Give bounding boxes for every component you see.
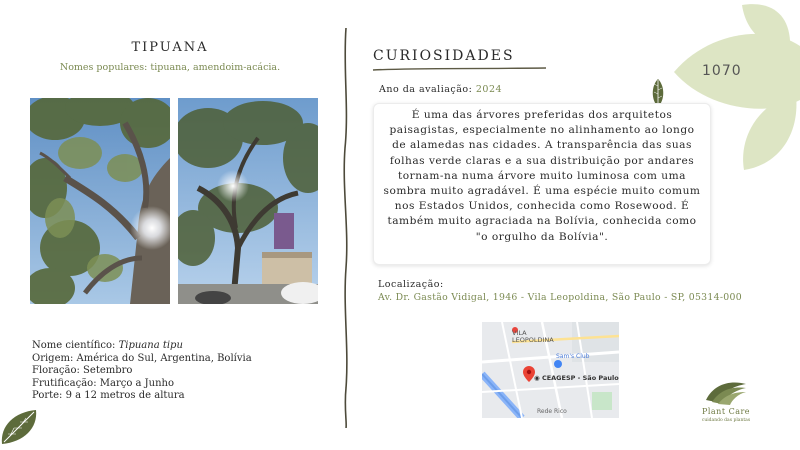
brand-name: Plant Care (701, 407, 751, 416)
plant-care-logo-icon (704, 378, 748, 406)
curiosities-title: CURIOSIDADES (373, 48, 515, 64)
title-underline (372, 66, 548, 72)
popular-names (30, 62, 310, 73)
evaluation-year-label: Ano da avaliação: (379, 84, 473, 95)
origin-label: Origem: (32, 352, 74, 364)
flowering-row (32, 365, 252, 378)
leaf-icon-bottom-left (0, 408, 40, 446)
tree-photo-trunk (30, 98, 170, 304)
evaluation-year-value: 2024 (475, 84, 503, 95)
size-row (32, 390, 252, 403)
map-place-icon: ◉ (534, 374, 540, 382)
flowering-value: Setembro (83, 365, 133, 376)
curiosities-text: É uma das árvores preferidas dos arquitetos paisagistas, especialmente no alinhamento ao longo de alamedas nas cidades. A transparência das suas folhas verde claras e a sua distribuição por andares tornam-na numa árvore muito luminosa com uma sombra muito agradável. É uma espécie muito comum nos Estados Unidos, conhecida como Rosewood. É também muito agraciada na Bolívia, conhecida como "o orgulho da Bolívia". (383, 109, 701, 243)
location-address: Av. Dr. Gastão Vidigal, 1946 - Vila Leopoldina, São Paulo - SP, 05314-000 (378, 292, 742, 303)
tree-number: 1070 (702, 63, 742, 79)
size-value: 9 a 12 metros de altura (65, 390, 185, 401)
evaluation-year (379, 84, 502, 95)
tree-title: TIPUANA (131, 40, 209, 55)
fruiting-row (32, 378, 252, 391)
flowering-label: Floração: (32, 365, 80, 376)
tree-photo-canopy (178, 98, 318, 304)
popular-names-label: Nomes populares: (59, 62, 148, 73)
map-store-label: Sam's Club (556, 353, 590, 360)
curiosities-box (373, 103, 711, 265)
map-area-label: VILA LEOPOLDINA (512, 329, 554, 344)
map-place-label: ◉ CEAGESP - São Paulo (534, 374, 619, 382)
scientific-name-row (32, 340, 252, 353)
popular-names-value: tipuana, amendoim-acácia. (150, 62, 281, 73)
fruiting-label: Frutificação: (32, 377, 97, 389)
size-label: Porte: (32, 390, 63, 401)
fruiting-value: Março a Junho (99, 377, 175, 389)
brand-tagline: cuidando das plantas (701, 418, 751, 423)
location-map[interactable] (482, 322, 619, 418)
origin-value: América do Sul, Argentina, Bolívia (76, 352, 252, 364)
scientific-name-label: Nome científico: (32, 340, 116, 351)
scientific-name-value: Tipuana tipu (118, 340, 183, 351)
tree-facts (32, 340, 252, 403)
origin-row (32, 353, 252, 366)
map-bottom-label: Rede Rico (537, 408, 567, 415)
location-label: Localização: (378, 279, 444, 290)
vertical-divider (340, 28, 352, 428)
